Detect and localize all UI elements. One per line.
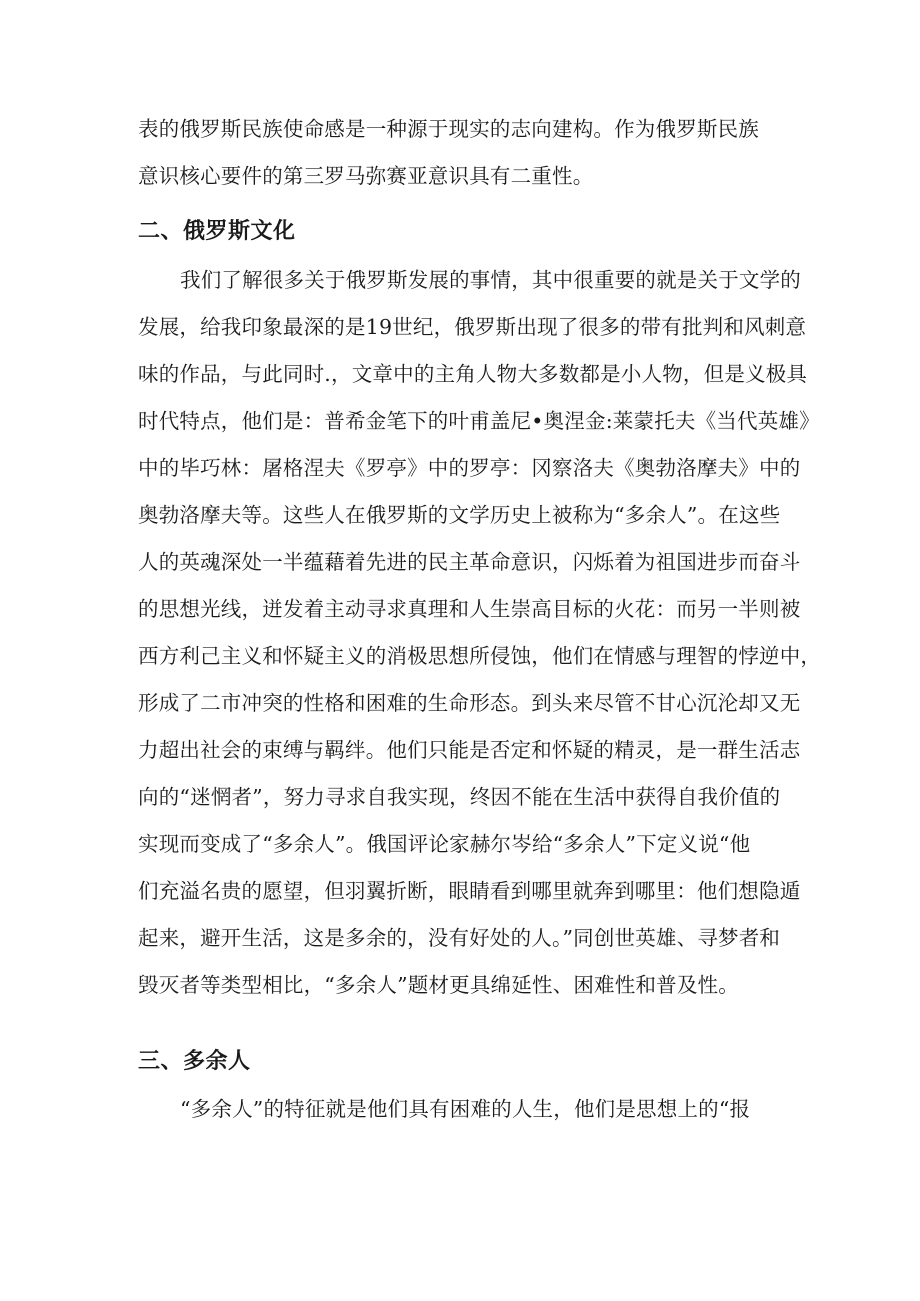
- paragraph-first-line: 我们了解很多关于俄罗斯发展的事情，其中很重要的就是关于文学的: [180, 268, 801, 292]
- paragraph-first-line: “多余人”的特征就是他们具有困难的人生，他们是思想上的“报: [180, 1097, 751, 1121]
- body-text-line: 西方利己主义和怀疑主义的消极思想所侵蚀，他们在情感与理智的悖逆中，: [138, 644, 822, 668]
- body-text-line: 力超出社会的束缚与羁绊。他们只能是否定和怀疑的精灵，是一群生活志: [138, 738, 801, 762]
- body-text-line: 味的作品，与此同时.，文章中的主角人物大多数都是小人物，但是义极具: [138, 362, 808, 386]
- body-text-line: 发展，给我印象最深的是19世纪，俄罗斯出现了很多的带有批判和风刺意: [138, 315, 807, 339]
- section-heading: 三、多余人: [138, 1049, 251, 1074]
- body-text-line: 们充溢名贵的愿望，但羽翼折断，眼睛看到哪里就奔到哪里：他们想隐遁: [138, 879, 801, 903]
- body-text-line: 中的毕巧林：屠格涅夫《罗亭》中的罗亭：冈察洛夫《奥勃洛摩夫》中的: [138, 456, 801, 480]
- body-text-line: 毁灭者等类型相比，“多余人”题材更具绵延性、困难性和普及性。: [138, 973, 739, 997]
- body-text-line: 奥勃洛摩夫等。这些人在俄罗斯的文学历史上被称为“多余人”。在这些: [138, 503, 781, 527]
- section-heading: 二、俄罗斯文化: [138, 219, 296, 244]
- body-text-line: 人的英魂深处一半蕴藉着先进的民主革命意识，闪烁着为祖国进步而奋斗: [138, 550, 801, 574]
- body-text-line: 形成了二市冲突的性格和困难的生命形态。到头来尽管不甘心沉沦却又无: [138, 691, 801, 715]
- body-text-line: 起来，避开生活，这是多余的，没有好处的人。”同创世英雄、寻梦者和: [138, 926, 781, 950]
- body-text-line: 表的俄罗斯民族使命感是一种源于现实的志向建构。作为俄罗斯民族: [138, 117, 759, 141]
- body-text-line: 时代特点，他们是：普希金笔下的叶甫盖尼•奥涅金:莱蒙托夫《当代英雄》: [138, 409, 820, 433]
- body-text-line: 的思想光线，迸发着主动寻求真理和人生崇高目标的火花：而另一半则被: [138, 597, 801, 621]
- body-text-line: 实现而变成了“多余人”。俄国评论家赫尔岑给“多余人”下定义说“他: [138, 832, 751, 856]
- body-text-line: 意识核心要件的第三罗马弥赛亚意识具有二重性。: [138, 164, 594, 188]
- body-text-line: 向的“迷惘者”，努力寻求自我实现，终因不能在生活中获得自我价值的: [138, 785, 781, 809]
